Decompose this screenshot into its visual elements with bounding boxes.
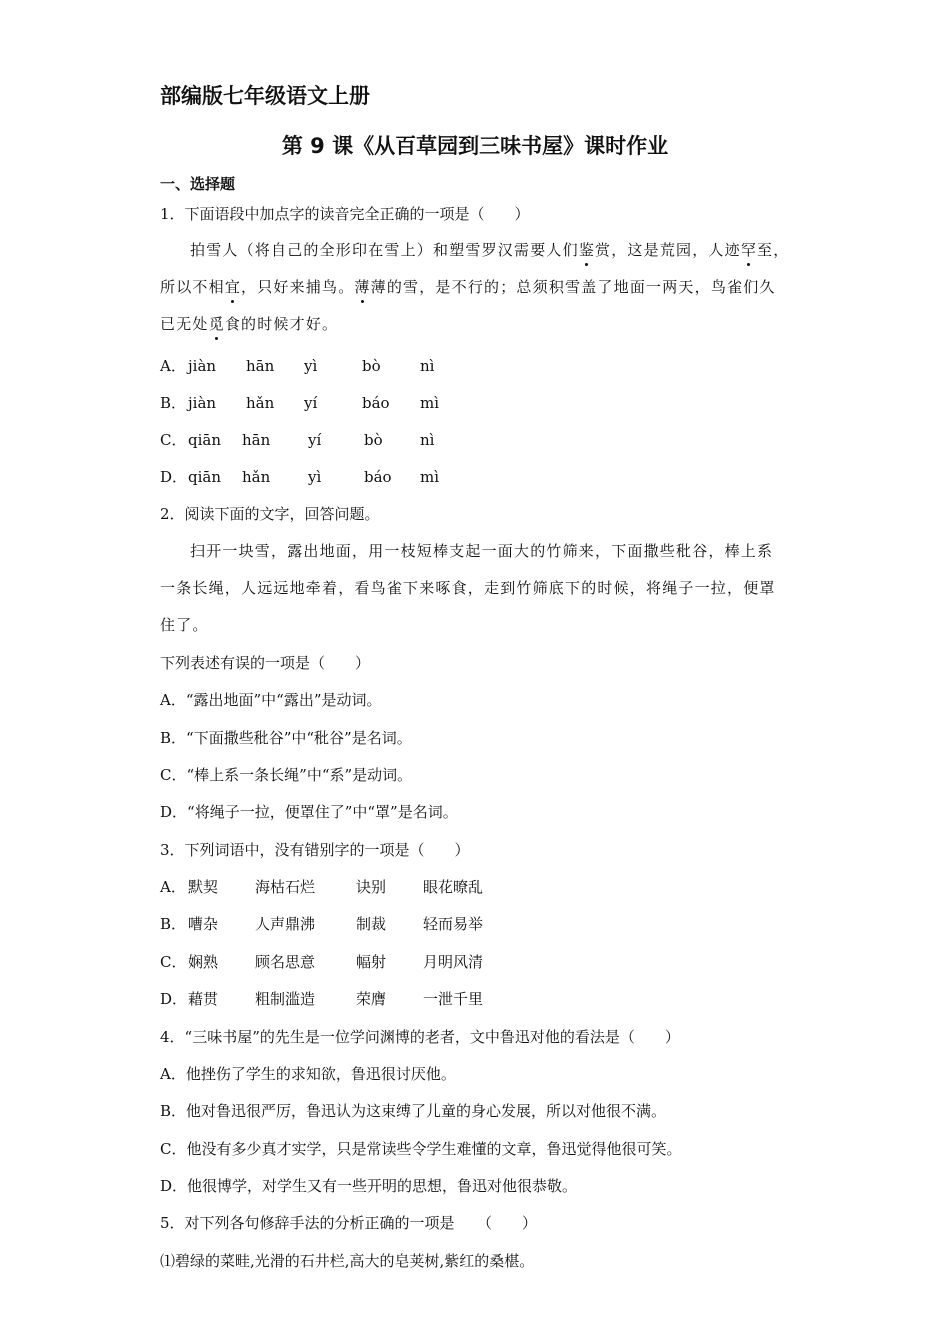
option-item: hān	[242, 431, 271, 449]
q3-option-b[interactable]	[160, 914, 483, 934]
option-item: yì	[304, 357, 318, 375]
dotted-char: 薄	[354, 278, 371, 296]
option-label: B．	[160, 394, 187, 412]
section-heading: 一、选择题	[160, 175, 236, 193]
q4-stem: 4．“三味书屋”的先生是一位学问渊博的老者，文中鲁迅对他的看法是（ ）	[160, 1028, 680, 1046]
passage-text: 薄的雪，是不行的；总须积雪盖了地面一两天，鸟雀们久	[370, 278, 776, 296]
option-item: mì	[420, 468, 440, 486]
option-item: 荣膺	[356, 990, 387, 1008]
option-item: 制裁	[356, 915, 387, 933]
dotted-char: 宜	[224, 278, 242, 296]
option-item: 幅射	[356, 953, 387, 971]
option-label: C．	[160, 953, 187, 971]
q4-option-c[interactable]: C．他没有多少真才实学，只是常读些令学生难懂的文章，鲁迅觉得他很可笑。	[160, 1140, 682, 1158]
option-label: A．	[160, 878, 186, 896]
option-item: qiān	[188, 468, 222, 486]
option-item: hǎn	[242, 468, 271, 486]
passage-text: 已无处	[160, 315, 209, 333]
q3-option-c[interactable]	[160, 952, 483, 972]
q1-option-c[interactable]	[160, 430, 434, 450]
q1-option-d[interactable]	[160, 467, 439, 487]
option-item: báo	[364, 468, 392, 486]
q1-passage-line1	[190, 240, 789, 260]
option-item: jiàn	[188, 394, 217, 412]
dotted-char: 觅	[208, 315, 225, 333]
q4-option-d[interactable]: D．他很博学，对学生又有一些开明的思想，鲁迅对他很恭敬。	[160, 1177, 578, 1195]
q5-sentence-1: ⑴碧绿的菜畦,光滑的石井栏,高大的皂荚树,紫红的桑椹。	[160, 1252, 535, 1270]
option-item: hǎn	[246, 394, 275, 412]
q1-stem: 1．下面语段中加点字的读音完全正确的一项是（ ）	[160, 205, 530, 223]
option-item: nì	[420, 431, 435, 449]
q3-stem: 3．下列词语中，没有错别字的一项是（ ）	[160, 841, 470, 859]
q4-option-b[interactable]: B．他对鲁迅很严厉，鲁迅认为这束缚了儿童的身心发展，所以对他很不满。	[160, 1102, 667, 1120]
option-item: jiàn	[188, 357, 217, 375]
q2-option-c[interactable]: C．“棒上系一条长绳”中“系”是动词。	[160, 766, 413, 784]
q1-passage-line3	[160, 314, 338, 334]
passage-text: 食的时候才好。	[224, 315, 339, 333]
option-item: 娴熟	[188, 953, 219, 971]
option-label: B．	[160, 915, 187, 933]
passage-text: 至，	[757, 241, 790, 259]
option-item: mì	[420, 394, 440, 412]
option-item: 人声鼎沸	[255, 915, 316, 933]
doc-subtitle: 第 9 课《从百草园到三味书屋》课时作业	[281, 134, 669, 158]
q2-option-d[interactable]: D．“将绳子一拉，便罩住了”中“罩”是名词。	[160, 803, 458, 821]
q2-passage-line2: 一条长绳，人远远地牵着，看鸟雀下来啄食，走到竹筛底下的时候，将绳子一拉，便罩	[160, 579, 776, 597]
q2-option-a[interactable]: A．“露出地面”中“露出”是动词。	[160, 691, 382, 709]
option-item: 顾名思意	[255, 953, 316, 971]
option-item: 嘈杂	[188, 915, 219, 933]
option-item: 轻而易举	[423, 915, 484, 933]
q2-option-b[interactable]: B．“下面撒些秕谷”中“秕谷”是名词。	[160, 729, 412, 747]
option-item: 粗制滥造	[255, 990, 316, 1008]
option-label: D．	[160, 990, 188, 1008]
q5-stem: 5．对下列各句修辞手法的分析正确的一项是 （ ）	[160, 1214, 538, 1232]
q4-option-a[interactable]: A．他挫伤了学生的求知欲，鲁迅很讨厌他。	[160, 1065, 456, 1083]
option-item: 藉贯	[188, 990, 219, 1008]
option-item: yí	[304, 394, 318, 412]
option-item: bò	[362, 357, 381, 375]
option-item: yí	[308, 431, 322, 449]
option-item: 月明风清	[423, 953, 484, 971]
passage-text: 赏，这是荒园，人迹	[595, 241, 741, 259]
q2-passage-line1: 扫开一块雪，露出地面，用一枝短棒支起一面大的竹筛来，下面撒些秕谷，棒上系	[190, 542, 774, 560]
passage-text: 所以不相	[160, 278, 225, 296]
option-item: yì	[308, 468, 322, 486]
option-item: bò	[364, 431, 383, 449]
option-item: qiān	[188, 431, 222, 449]
q1-option-a[interactable]	[160, 356, 434, 376]
q3-option-d[interactable]	[160, 989, 483, 1009]
q2-ask: 下列表述有误的一项是（ ）	[160, 654, 371, 672]
dotted-char: 罕	[740, 241, 758, 259]
option-label: D．	[160, 468, 188, 486]
option-item: báo	[362, 394, 390, 412]
doc-title: 部编版七年级语文上册	[160, 84, 370, 108]
dotted-char: 鉴	[578, 241, 596, 259]
option-item: 一泄千里	[423, 990, 484, 1008]
q1-option-b[interactable]	[160, 393, 439, 413]
q3-option-a[interactable]	[160, 877, 483, 897]
passage-text: ，只好来捕鸟。	[241, 278, 355, 296]
option-item: hān	[246, 357, 275, 375]
option-item: 海枯石烂	[255, 878, 316, 896]
option-item: 诀别	[356, 878, 387, 896]
option-label: C．	[160, 431, 187, 449]
q2-stem: 2．阅读下面的文字，回答问题。	[160, 505, 380, 523]
passage-text: 拍雪人（将自己的全形印在雪上）和塑雪罗汉需要人们	[190, 241, 579, 259]
q1-passage-line2	[160, 277, 776, 297]
option-label: A．	[160, 357, 186, 375]
option-item: 眼花暸乱	[423, 878, 484, 896]
q2-passage-line3: 住了。	[160, 616, 209, 634]
option-item: 默契	[188, 878, 219, 896]
option-item: nì	[420, 357, 435, 375]
